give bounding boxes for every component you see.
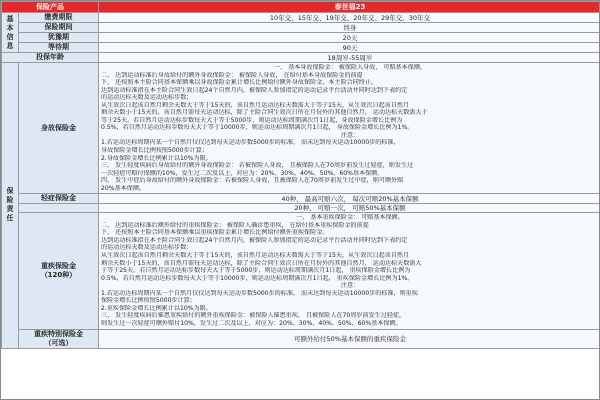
table-row	[2, 13, 600, 23]
clause-line: 四、 发生中症后身故给付的额外身故保险金：若被保险人身故，且被保险人在70周岁前发生过中症，则可额外赔	[101, 177, 404, 185]
label-line: 重疾保险金	[41, 261, 76, 270]
critical-illness-text	[99, 213, 600, 329]
row-label: 缴费期限	[19, 13, 99, 23]
row-value: 90天	[99, 43, 600, 53]
clause-line: 1.若运动达标周期内某一个自然月仅仅达到每天运动步数5000步的标准， 而未达到每天运动10000步的标准，	[101, 139, 400, 147]
age-value: 18周岁-55周岁	[99, 53, 600, 63]
table-header-row	[2, 2, 600, 13]
product-info-table	[1, 1, 600, 349]
clause-line: 保险金增长比例按照5000步计算；	[101, 297, 196, 305]
critical-illness-label	[19, 213, 99, 329]
moderate-illness-label	[19, 204, 99, 213]
row-value: 终身	[99, 23, 600, 33]
category-char: 本	[6, 23, 14, 32]
coverage-category-label	[2, 187, 18, 223]
clause-line: 达到运动标准指在本主险合同生效日起24个自然月内，被保险人参加指定的运动记录平台活动并同时达到下表约定	[101, 86, 408, 94]
clause-line: 等于25天。若自然月运动达标步数每天大于等于5000步，则运动达标周期满次月1日起，身故保险金增长比例为	[101, 116, 403, 124]
clause-line: 一、 基本重疾保险金： 可赔基本保额。	[296, 214, 404, 222]
clause-line: 二、 达到运动标准后身故给付的额外身故保险金： 被保险人身故， 在给付基本身故保险金的前提	[101, 71, 363, 79]
clause-line: 剩余天数小于15天的，该自然月需每天运动达标，除了主险合同生效次日所在月份外的其他自然月， 运动达标天数需大	[101, 259, 422, 267]
row-label: 等待期	[19, 43, 99, 53]
clause-line: 二、 达到运动标准后额外给付的重疾保险金： 被保险人确诊患重疾， 在给付基本重疾保险金的前提	[101, 221, 369, 229]
clause-line: 一、 基本身故保险金： 被保险人身故， 可赔基本保额。	[273, 64, 427, 71]
clause-line: 达到运动标准指在本主险合同生效日起24个自然月内，被保险人参加指定的运动记录平台活动并同时达到下表约定	[101, 236, 408, 244]
clause-line: 身故保险金增长比例按照5000步计算；	[101, 147, 208, 155]
clause-line: 0.5%，若自然月运动达标步数每天大于等于10000步，则运动达标周期满次月1日起， 重疾保险金增长比例为1%。	[101, 274, 414, 282]
clause-line: 剩余天数小于15天的，该自然月需每天运动达标，除了主险合同生效次日所在月份外的其他自然月， 运动达标天数需大于	[101, 109, 428, 117]
row-label: 犹豫期	[19, 33, 99, 43]
basic-info-category	[2, 13, 19, 53]
category-char: 息	[6, 41, 14, 50]
clause-line: 于等于25天。若自然月运动达标步数每天大于等于5000步，则运动达标周期满次月1日起， 重疾保险金增长比例为	[101, 267, 411, 275]
row-label: 保险期间	[19, 23, 99, 33]
category-char: 险	[6, 196, 14, 205]
clause-line: 从生效次日起该自然月剩余天数大于等于15天的，该自然月运动达标天数需大于等于15天，从生效次日起该自然月	[101, 101, 410, 109]
coverage-category	[2, 63, 19, 349]
clause-line: 注意：	[340, 131, 360, 139]
critical-illness-label-text	[21, 262, 96, 280]
label-line: 重疾特别保险金	[34, 329, 83, 338]
clause-line: 从生效次日起该自然月剩余天数大于等于15天的，该自然月运动达标天数需大于等于15天，从生效次日起该自然月	[101, 252, 410, 260]
clause-line: 三、 发生轻度疾病后罹患重疾给付的额外重疾保险金：被保险人罹患重疾， 且被保险人在70周岁前发生过轻症，	[101, 312, 406, 320]
special-critical-row	[2, 329, 600, 348]
clause-line: 1.若运动达标周期内某一个自然月仅仅达到每天运动步数5000步的标准， 而未达到每天运动10000步的标准，则重疾	[101, 289, 418, 297]
category-char: 信	[6, 32, 14, 41]
moderate-illness-row	[2, 204, 600, 213]
table-row	[2, 23, 600, 33]
clause-line: 一次轻症可赔付保额的10%，发生过二次及以上，对应为：20%、30%、40%、50%、60%基本保额。	[101, 169, 384, 177]
category-char: 保	[6, 187, 14, 196]
mild-illness-row	[2, 194, 600, 204]
clause-line: 的运动达标天数及运动达标步数：	[101, 244, 193, 252]
critical-illness-lines	[101, 214, 599, 327]
mild-illness-label: 轻症保险金	[19, 194, 99, 204]
age-label: 投保年龄	[2, 53, 99, 63]
label-line: （可选）	[44, 338, 73, 347]
header-product-label: 保险产品	[2, 2, 99, 13]
table-row	[2, 43, 600, 53]
row-value: 10年交、15年交、19年交、20年交、29年交、30年交	[99, 13, 600, 23]
table-row	[2, 33, 600, 43]
clause-line: 注意：	[340, 282, 360, 290]
special-critical-label	[19, 329, 99, 348]
category-char: 任	[6, 214, 14, 223]
clause-line: 三、 发生轻度疾病后身故给付的额外身故保险金： 若被保险人身故， 且被保险人在70周岁前发生过轻症，则发生过	[101, 162, 414, 170]
age-row	[2, 53, 600, 63]
row-value: 20天	[99, 33, 600, 43]
clause-line: 的运动达标天数及运动达标步数；	[101, 94, 193, 102]
category-char: 责	[6, 205, 14, 214]
critical-illness-row	[2, 213, 600, 329]
label-line: （120种）	[40, 270, 77, 279]
moderate-illness-value: 20种， 可赔一次， 可赔50%基本保额	[99, 204, 600, 213]
clause-line: 2.重疾保险金增长比例累计以10%为限。	[101, 304, 212, 312]
death-benefit-lines	[101, 64, 599, 192]
special-critical-value: 可额外给付50%基本保额的重疾保险金	[99, 329, 600, 348]
death-benefit-row	[2, 63, 600, 194]
category-char: 基	[6, 14, 14, 23]
mild-illness-value: 40种， 最高可赔六次， 每次可赔20%基本保额	[99, 194, 600, 204]
clause-line: 下， 还按照本主险合同基本保额乘以重疾保险金累计增长比例给付额外重疾保险金。	[101, 229, 329, 237]
clause-line: 2.身故保险金增长比例累计以10%为限。	[101, 154, 212, 162]
clause-line: 下， 还按照本主险合同基本保额乘以身故保险金累计增长比例给付额外身故保险金，本主险合同终止。	[101, 79, 378, 87]
clause-line: 20%基本保额。	[101, 184, 146, 192]
basic-info-category-label	[2, 15, 18, 51]
special-critical-label-text	[21, 330, 96, 348]
death-benefit-text	[99, 63, 600, 194]
death-benefit-label: 身故保险金	[19, 63, 99, 194]
clause-line: 0.5%，若自然月运动达标步数每天大于等于10000步，则运动达标周期满次月1日起， 身故保险金增长比例为1%。	[101, 124, 414, 132]
header-product-name: 泰世福23	[99, 2, 600, 13]
clause-line: 则发生过一次轻症可额外赔付10%，发生过二次及以上，对应为：20%、30%、40%、50%、60%基本保额。	[101, 319, 402, 327]
